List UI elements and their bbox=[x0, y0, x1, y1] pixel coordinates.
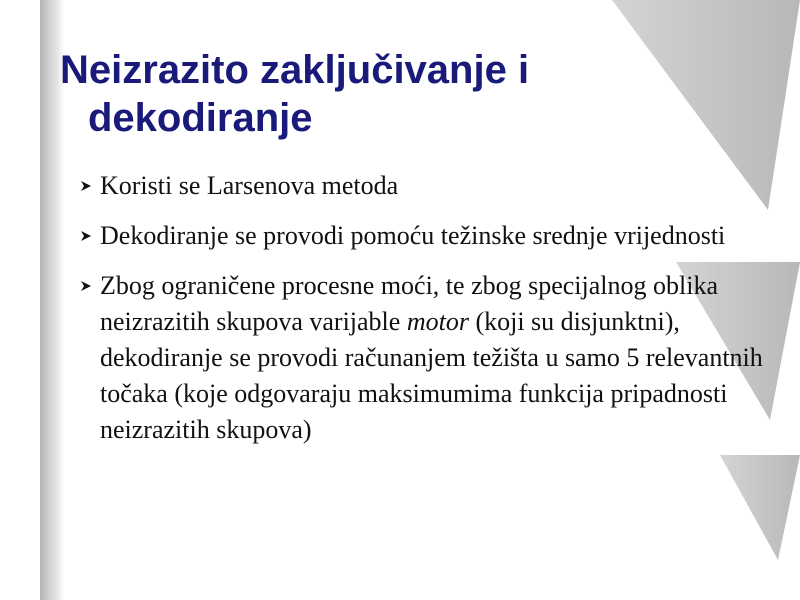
italic-term: motor bbox=[406, 307, 469, 336]
title-line-1: Neizrazito zaključivanje i bbox=[60, 48, 530, 92]
bullet-text-part: Zbog ograničene procesne moći, te zbog specijalnog oblika neizrazitih skupova varijable bbox=[100, 271, 719, 336]
arrowhead-bullet-icon bbox=[80, 280, 92, 292]
bullet-text: Koristi se Larsenova metoda bbox=[100, 171, 399, 200]
bullet-item bbox=[80, 218, 780, 254]
bullet-text: Dekodiranje se provodi pomoću težinske srednje vrijednosti bbox=[100, 221, 726, 250]
bullet-text bbox=[100, 268, 780, 448]
title-line-2: dekodiranje bbox=[88, 96, 313, 140]
arrowhead-bullet-icon bbox=[80, 230, 92, 242]
bullet-item bbox=[80, 168, 780, 204]
arrowhead-bullet-icon bbox=[80, 180, 92, 192]
bullet-list bbox=[80, 168, 780, 462]
bullet-text-part: (koji su disjunktni), dekodiranje se provodi računanjem težišta u samo 5 relevantnih točaka (koje odgovaraju maksimumima funkcija pripadnosti neizrazitih skupova) bbox=[100, 307, 763, 444]
slide-title bbox=[60, 46, 700, 142]
bullet-item bbox=[80, 268, 780, 448]
triangle-shape-bottom bbox=[720, 455, 800, 560]
